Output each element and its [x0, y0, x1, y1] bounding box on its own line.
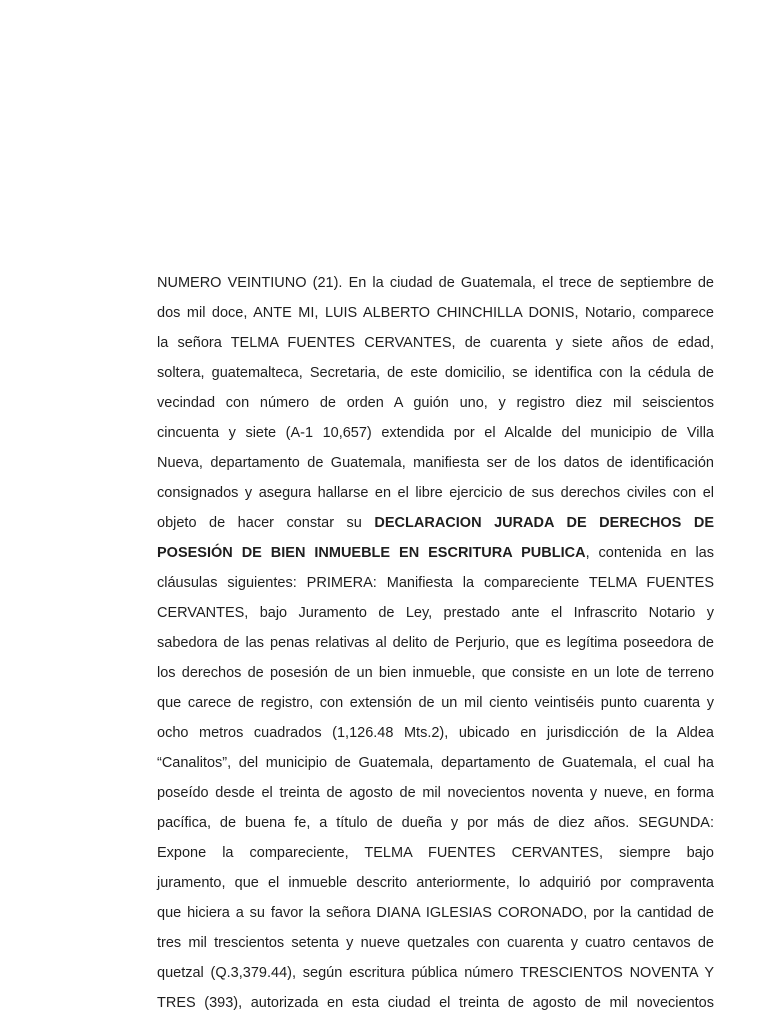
declaration-title-part-2: POSESIÓN DE BIEN INMUEBLE EN ESCRITURA PUBLICA	[157, 545, 586, 561]
text-line-heading-end	[157, 538, 714, 568]
text-line: que hiciera a su favor la señora DIANA IGLESIAS CORONADO, por la cantidad de	[157, 905, 714, 921]
text-line: ocho metros cuadrados (1,126.48 Mts.2), ubicado en jurisdicción de la Aldea	[157, 725, 714, 741]
text-line-before: objeto de hacer constar su	[157, 515, 375, 531]
text-line: vecindad con número de orden A guión uno, y registro diez mil seiscientos	[157, 395, 714, 411]
text-line-heading-start	[157, 508, 714, 538]
text-line: TRES (393), autorizada en esta ciudad el treinta de agosto de mil novecientos	[157, 995, 714, 1011]
text-line: poseído desde el treinta de agosto de mil novecientos noventa y nueve, en forma	[157, 785, 714, 801]
text-line-after: , contenida en las	[585, 545, 714, 561]
text-line: soltera, guatemalteca, Secretaria, de este domicilio, se identifica con la cédula de	[157, 365, 714, 381]
text-line: NUMERO VEINTIUNO (21). En la ciudad de Guatemala, el trece de septiembre de	[157, 275, 714, 291]
text-line: CERVANTES, bajo Juramento de Ley, prestado ante el Infrascrito Notario y	[157, 605, 714, 621]
text-line: que carece de registro, con extensión de un mil ciento veintiséis punto cuarenta y	[157, 695, 714, 711]
declaration-title-part-1: DECLARACION JURADA DE DERECHOS DE	[374, 515, 714, 531]
text-line: los derechos de posesión de un bien inmueble, que consiste en un lote de terreno	[157, 665, 714, 681]
text-line: tres mil trescientos setenta y nueve quetzales con cuarenta y cuatro centavos de	[157, 935, 714, 951]
document-body	[157, 268, 714, 1018]
text-line: quetzal (Q.3,379.44), según escritura pública número TRESCIENTOS NOVENTA Y	[157, 965, 714, 981]
text-line: Expone la compareciente, TELMA FUENTES CERVANTES, siempre bajo	[157, 845, 714, 861]
text-line: cláusulas siguientes: PRIMERA: Manifiesta la compareciente TELMA FUENTES	[157, 575, 714, 591]
text-line: la señora TELMA FUENTES CERVANTES, de cuarenta y siete años de edad,	[157, 335, 714, 351]
text-line: sabedora de las penas relativas al delito de Perjurio, que es legítima poseedora de	[157, 635, 714, 651]
text-line: Nueva, departamento de Guatemala, manifiesta ser de los datos de identificación	[157, 455, 714, 471]
text-line: “Canalitos”, del municipio de Guatemala, departamento de Guatemala, el cual ha	[157, 755, 714, 771]
text-line: dos mil doce, ANTE MI, LUIS ALBERTO CHINCHILLA DONIS, Notario, comparece	[157, 305, 714, 321]
text-line: juramento, que el inmueble descrito anteriormente, lo adquirió por compraventa	[157, 875, 714, 891]
text-line: pacífica, de buena fe, a título de dueña y por más de diez años. SEGUNDA:	[157, 815, 714, 831]
text-line: consignados y asegura hallarse en el libre ejercicio de sus derechos civiles con el	[157, 485, 714, 501]
text-line: cincuenta y siete (A-1 10,657) extendida por el Alcalde del municipio de Villa	[157, 425, 714, 441]
